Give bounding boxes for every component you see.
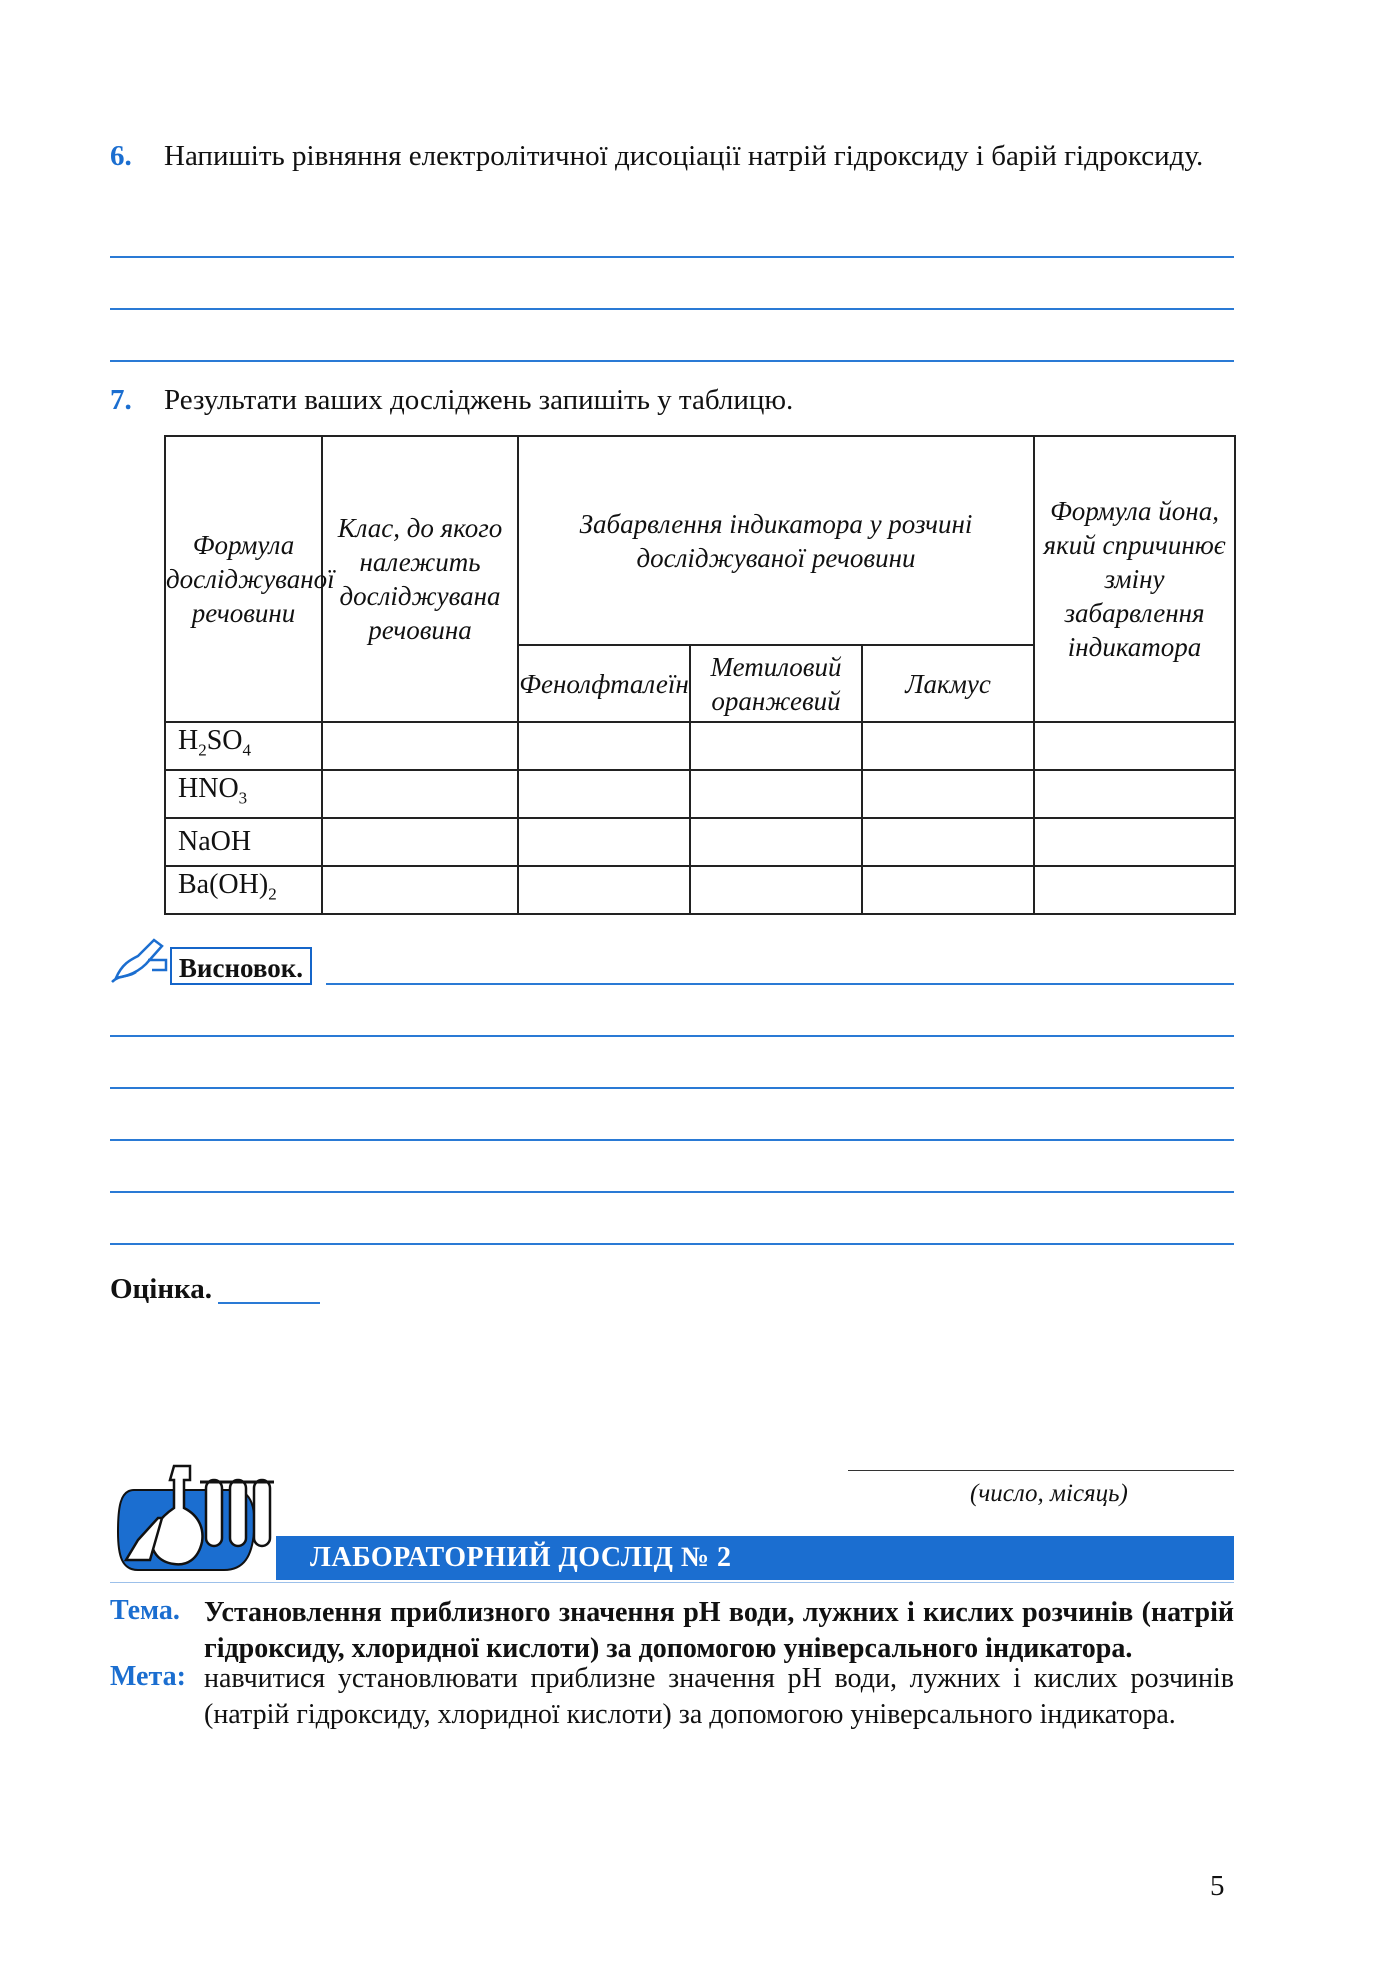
table-cell[interactable] (690, 818, 862, 866)
table-cell[interactable] (1034, 818, 1235, 866)
divider (110, 1582, 1234, 1583)
answer-line[interactable] (110, 360, 1234, 362)
conclusion-label: Висновок. (170, 947, 312, 985)
table-cell[interactable] (862, 770, 1034, 818)
goal-text: навчитися установлювати приблизне значення pH води, лужних і кислих розчинів (натрій гідроксиду, хлоридної кислоти) за допомогою універсального індикатора. (204, 1663, 1234, 1730)
answer-line[interactable] (110, 308, 1234, 310)
answer-line[interactable] (110, 1139, 1234, 1141)
answer-line[interactable] (110, 256, 1234, 258)
table-cell[interactable] (690, 770, 862, 818)
table-cell[interactable] (322, 722, 518, 770)
table-cell[interactable] (1034, 722, 1235, 770)
table-cell[interactable] (322, 818, 518, 866)
pen-icon (108, 934, 170, 986)
table-cell[interactable] (322, 770, 518, 818)
row-formula: NaOH (165, 818, 322, 866)
header-methyl-orange: Метиловий оранжевий (690, 645, 862, 722)
header-formula: Формула досліджуваної речовини (165, 436, 322, 722)
date-line[interactable] (848, 1470, 1234, 1471)
lab-flasks-icon (114, 1460, 276, 1576)
table-cell[interactable] (518, 818, 690, 866)
date-caption: (число, місяць) (970, 1480, 1128, 1507)
table-row (165, 722, 1235, 770)
grade-field[interactable] (218, 1302, 320, 1304)
header-indicator-color: Забарвлення індикатора у розчині досліджуваної речовини (518, 436, 1034, 645)
lab-title-banner: ЛАБОРАТОРНИЙ ДОСЛІД № 2 (276, 1536, 1234, 1580)
table-cell[interactable] (1034, 770, 1235, 818)
header-litmus: Лакмус (862, 645, 1034, 722)
page-number: 5 (1210, 1870, 1225, 1902)
answer-line[interactable] (326, 983, 1234, 985)
table-row (165, 770, 1235, 818)
header-ion-formula: Формула йона, який спричинює зміну забарвлення індикатора (1034, 436, 1235, 722)
answer-line[interactable] (110, 1035, 1234, 1037)
goal-label: Мета: (110, 1661, 186, 1692)
table-cell[interactable] (862, 722, 1034, 770)
table-cell[interactable] (690, 722, 862, 770)
table-cell[interactable] (862, 818, 1034, 866)
table-row (165, 866, 1235, 914)
question-7-number: 7. (110, 384, 132, 416)
answer-line[interactable] (110, 1087, 1234, 1089)
question-6-text: Напишіть рівняння електролітичної дисоціації натрій гідроксиду і барій гідроксиду. (164, 140, 1204, 172)
topic-label: Тема. (110, 1595, 180, 1626)
topic-text: Установлення приблизного значення pH води, лужних і кислих розчинів (натрій гідроксиду, хлоридної кислоти) за допомогою універсального індикатора. (204, 1597, 1234, 1664)
table-cell[interactable] (690, 866, 862, 914)
grade-label: Оцінка. (110, 1273, 213, 1305)
answer-line[interactable] (110, 1243, 1234, 1245)
question-6-number: 6. (110, 140, 132, 172)
table-cell[interactable] (322, 866, 518, 914)
header-phenolphthalein: Фенолфталеїн (518, 645, 690, 722)
table-cell[interactable] (518, 866, 690, 914)
table-cell[interactable] (518, 770, 690, 818)
question-7-text: Результати ваших досліджень запишіть у таблицю. (164, 384, 794, 416)
table-cell[interactable] (518, 722, 690, 770)
row-formula: $H_2SO_4$ (165, 722, 322, 770)
results-table (164, 435, 1236, 915)
row-formula: $HNO_3$ (165, 770, 322, 818)
row-formula: $Ba(OH)_2$ (165, 866, 322, 914)
table-cell[interactable] (862, 866, 1034, 914)
header-class: Клас, до якого належить досліджувана речовина (322, 436, 518, 722)
table-cell[interactable] (1034, 866, 1235, 914)
answer-line[interactable] (110, 1191, 1234, 1193)
table-row (165, 818, 1235, 866)
